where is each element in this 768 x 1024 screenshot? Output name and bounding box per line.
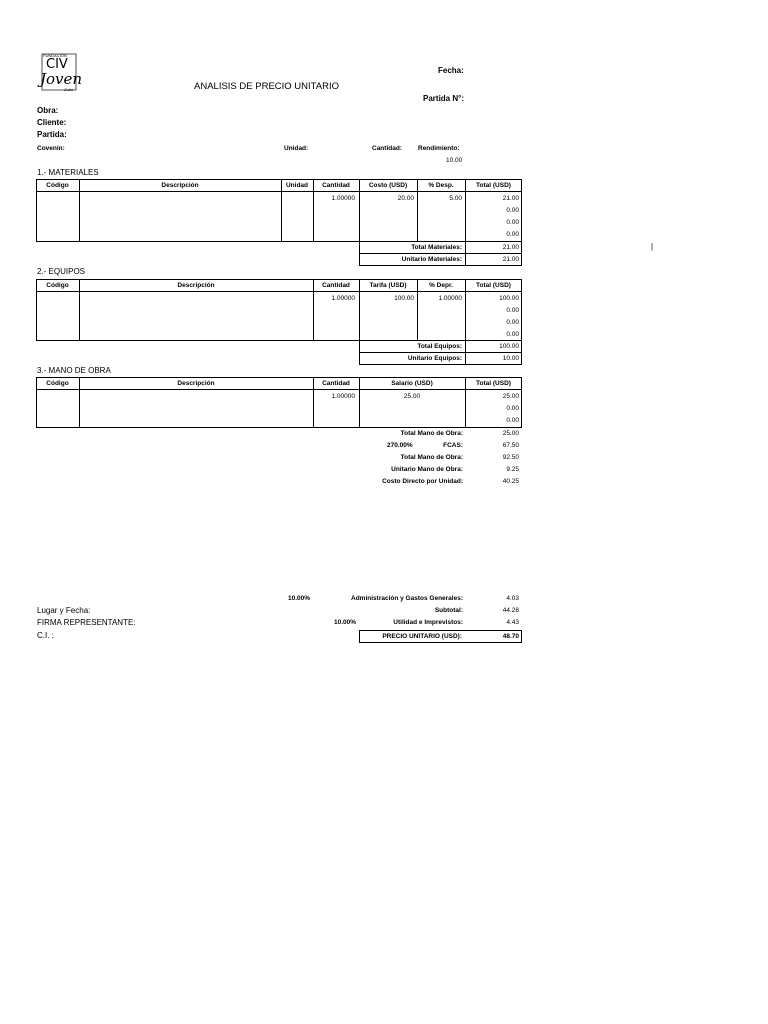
mat-total-label: Total Materiales: — [411, 244, 462, 251]
mo-fcas-label: FCAS: — [443, 442, 463, 449]
mat-total-row: 0.00 — [506, 219, 519, 226]
utilidad-label: Utilidad e Imprevistos: — [393, 619, 463, 626]
admin-pct: 10.00% — [288, 595, 311, 602]
mo-total-label: Total Mano de Obra: — [400, 430, 463, 437]
logo-text-top: FUNDACIÓN — [43, 53, 67, 58]
subtotal-value: 44.28 — [502, 607, 519, 614]
logo-text-main: Joven — [40, 70, 83, 88]
equipos-title: 2.- EQUIPOS — [37, 267, 86, 276]
materiales-title: 1.- MATERIALES — [37, 168, 99, 177]
mo-total-row: 25.00 — [502, 393, 519, 400]
partida-label: Partida: — [37, 130, 67, 139]
mat-header-cantidad: Cantidad — [322, 182, 350, 189]
eq-header-cantidad: Cantidad — [322, 282, 350, 289]
mo-unitario-value: 9.25 — [506, 466, 519, 473]
mo-total-value: 25.00 — [502, 430, 519, 437]
admin-value: 4.03 — [506, 595, 519, 602]
partida-no-label: Partida N°: — [423, 94, 464, 103]
eq-header-codigo: Código — [46, 282, 69, 289]
mo-header-total: Total (USD) — [476, 380, 511, 387]
eq-header-tarifa: Tarifa (USD) — [369, 282, 407, 289]
mo-total2-value: 92.50 — [502, 454, 519, 461]
utilidad-pct: 10.00% — [334, 619, 357, 626]
costo-directo-label: Costo Directo por Unidad: — [382, 478, 463, 485]
mat-header-descripcion: Descripción — [161, 182, 199, 189]
eq-tarifa: 100.00 — [394, 295, 414, 302]
logo-text-sub: Zulia — [64, 87, 73, 92]
mo-cantidad: 1.00000 — [331, 393, 355, 400]
mat-header-total: Total (USD) — [476, 182, 511, 189]
mat-costo: 20.00 — [397, 195, 414, 202]
logo — [38, 50, 83, 96]
eq-total-row: 0.00 — [506, 307, 519, 314]
eq-header-descripcion: Descripción — [177, 282, 215, 289]
page-title: ANALISIS DE PRECIO UNITARIO — [194, 81, 339, 92]
mat-total-row: 0.00 — [506, 207, 519, 214]
cantidad-label: Cantidad: — [372, 145, 402, 152]
utilidad-value: 4.43 — [506, 619, 519, 626]
ci-label: C.I. : — [37, 631, 54, 640]
mat-header-codigo: Código — [46, 182, 69, 189]
covenin-label: Covenin: — [37, 145, 65, 152]
mo-unitario-label: Unitario Mano de Obra: — [391, 466, 463, 473]
eq-depr: 1.00000 — [438, 295, 462, 302]
mat-unitario-label: Unitario Materiales: — [401, 256, 462, 263]
mo-salario: 25.00 — [403, 393, 421, 400]
eq-header-total: Total (USD) — [476, 282, 511, 289]
mo-fcas-value: 67.50 — [502, 442, 519, 449]
mo-fcas-pct: 270.00% — [387, 442, 413, 449]
eq-unitario-label: Unitario Equipos: — [407, 355, 462, 362]
mo-total-row: 0.00 — [506, 417, 519, 424]
mat-total-row: 21.00 — [502, 195, 519, 202]
obra-label: Obra: — [37, 106, 59, 115]
eq-total-row: 0.00 — [506, 331, 519, 338]
costo-directo-value: 40.25 — [502, 478, 519, 485]
firma-representante-label: FIRMA REPRESENTANTE: — [37, 618, 136, 627]
eq-unitario-value: 10.00 — [502, 355, 519, 362]
stray-mark: | — [651, 242, 654, 251]
mat-header-unidad: Unidad — [285, 182, 309, 189]
eq-header-depr: % Depr. — [429, 282, 453, 289]
cliente-label: Cliente: — [37, 118, 67, 127]
mat-header-costo: Costo (USD) — [368, 182, 408, 189]
mo-header-salario: Salario (USD) — [391, 380, 433, 387]
mat-unitario-value: 21.00 — [502, 256, 519, 263]
mo-total-row: 0.00 — [506, 405, 519, 412]
unidad-label: Unidad: — [284, 145, 309, 152]
mo-header-codigo: Código — [46, 380, 69, 387]
mat-total-value: 21.00 — [502, 244, 519, 251]
eq-cantidad: 1.00000 — [331, 295, 355, 302]
eq-total-row: 100.00 — [499, 295, 519, 302]
precio-unitario-label: PRECIO UNITARIO (USD): — [382, 633, 462, 640]
mat-cantidad: 1.00000 — [331, 195, 355, 202]
mo-total2-label: Total Mano de Obra: — [400, 454, 463, 461]
mano-obra-title: 3.- MANO DE OBRA — [37, 366, 111, 375]
logo-text-mid: CIV — [46, 57, 68, 72]
lugar-fecha-label: Lugar y Fecha: — [37, 606, 91, 615]
mo-header-cantidad: Cantidad — [322, 380, 350, 387]
mat-desp: 5.00 — [449, 195, 462, 202]
subtotal-label: Subtotal: — [434, 607, 463, 614]
mat-total-row: 0.00 — [506, 231, 519, 238]
fecha-label: Fecha: — [438, 66, 464, 75]
mat-header-desp: % Desp. — [428, 182, 454, 189]
precio-unitario-value: 48.70 — [502, 633, 519, 640]
eq-total-value: 100.00 — [499, 343, 519, 350]
rendimiento-label: Rendimiento: — [418, 145, 460, 152]
eq-total-label: Total Equipos: — [417, 343, 462, 350]
admin-label: Administración y Gastos Generales: — [351, 595, 463, 602]
rendimiento-value: 10.00 — [446, 157, 463, 164]
mo-header-descripcion: Descripción — [177, 380, 215, 387]
eq-total-row: 0.00 — [506, 319, 519, 326]
